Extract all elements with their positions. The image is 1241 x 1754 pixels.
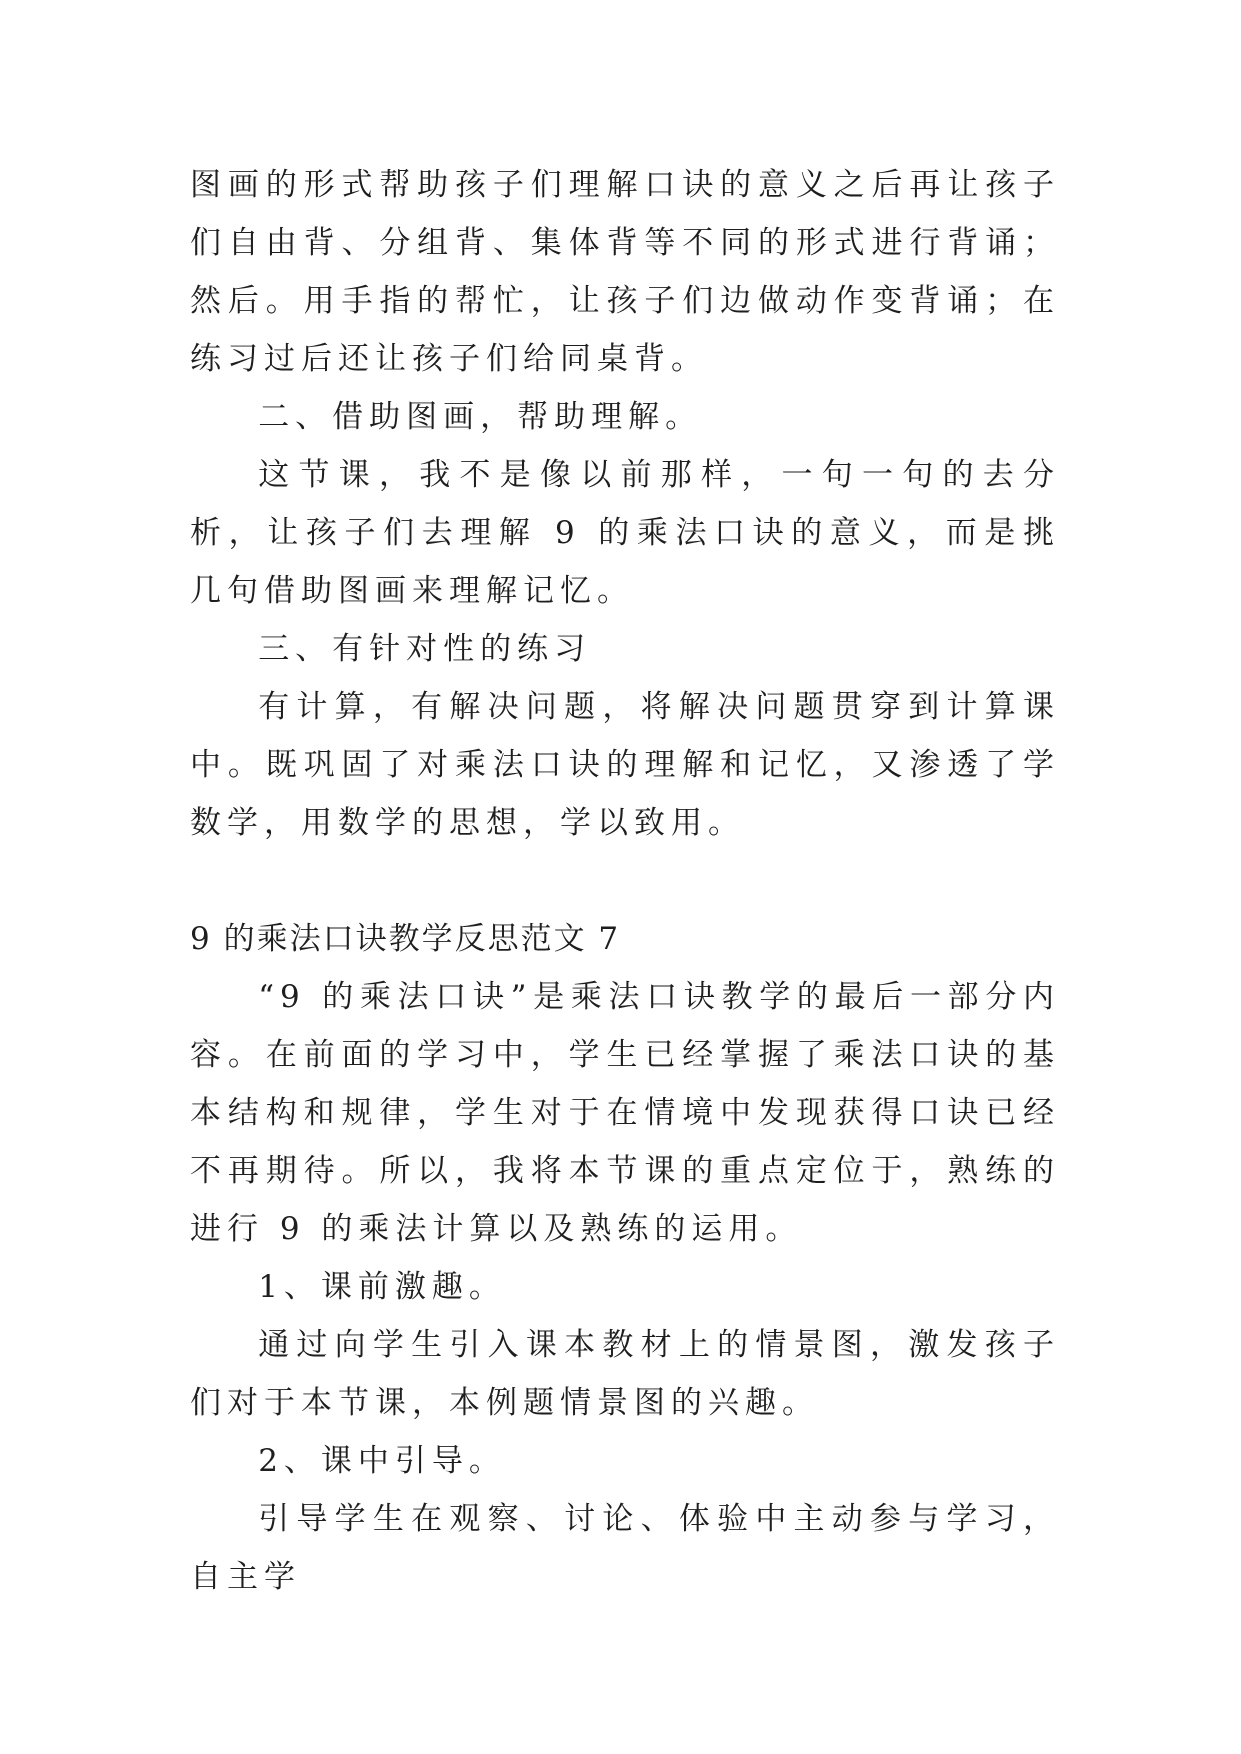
paragraph-heading: 二、借助图画，帮助理解。 bbox=[258, 399, 703, 435]
document-body bbox=[190, 156, 1060, 1606]
paragraph: 有计算，有解决问题，将解决问题贯穿到计算课中。既巩固了对乘法口诀的理解和记忆，又渗透了学数学，用数学的思想，学以致用。 bbox=[190, 689, 1060, 841]
paragraph: 通过向学生引入课本教材上的情景图，激发孩子们对于本节课，本例题情景图的兴趣。 bbox=[190, 1327, 1060, 1421]
paragraph-heading: 2、课中引导。 bbox=[258, 1443, 506, 1479]
paragraph: “9 的乘法口诀”是乘法口诀教学的最后一部分内容。在前面的学习中，学生已经掌握了乘法口诀的基本结构和规律，学生对于在情境中发现获得口诀已经不再期待。所以，我将本节课的重点定位于，熟练的进行 9 的乘法计算以及熟练的运用。 bbox=[190, 979, 1060, 1247]
paragraph: 这节课，我不是像以前那样，一句一句的去分析，让孩子们去理解 9 的乘法口诀的意义，而是挑几句借助图画来理解记忆。 bbox=[190, 457, 1060, 609]
paragraph: 引导学生在观察、讨论、体验中主动参与学习，自主学 bbox=[190, 1501, 1060, 1595]
paragraph-heading: 1、课前激趣。 bbox=[258, 1269, 506, 1305]
section-title: 9 的乘法口诀教学反思范文 7 bbox=[190, 921, 621, 957]
paragraph: 图画的形式帮助孩子们理解口诀的意义之后再让孩子们自由背、分组背、集体背等不同的形式进行背诵；然后。用手指的帮忙，让孩子们边做动作变背诵；在练习过后还让孩子们给同桌背。 bbox=[190, 167, 1060, 377]
paragraph-heading: 三、有针对性的练习 bbox=[258, 631, 592, 667]
